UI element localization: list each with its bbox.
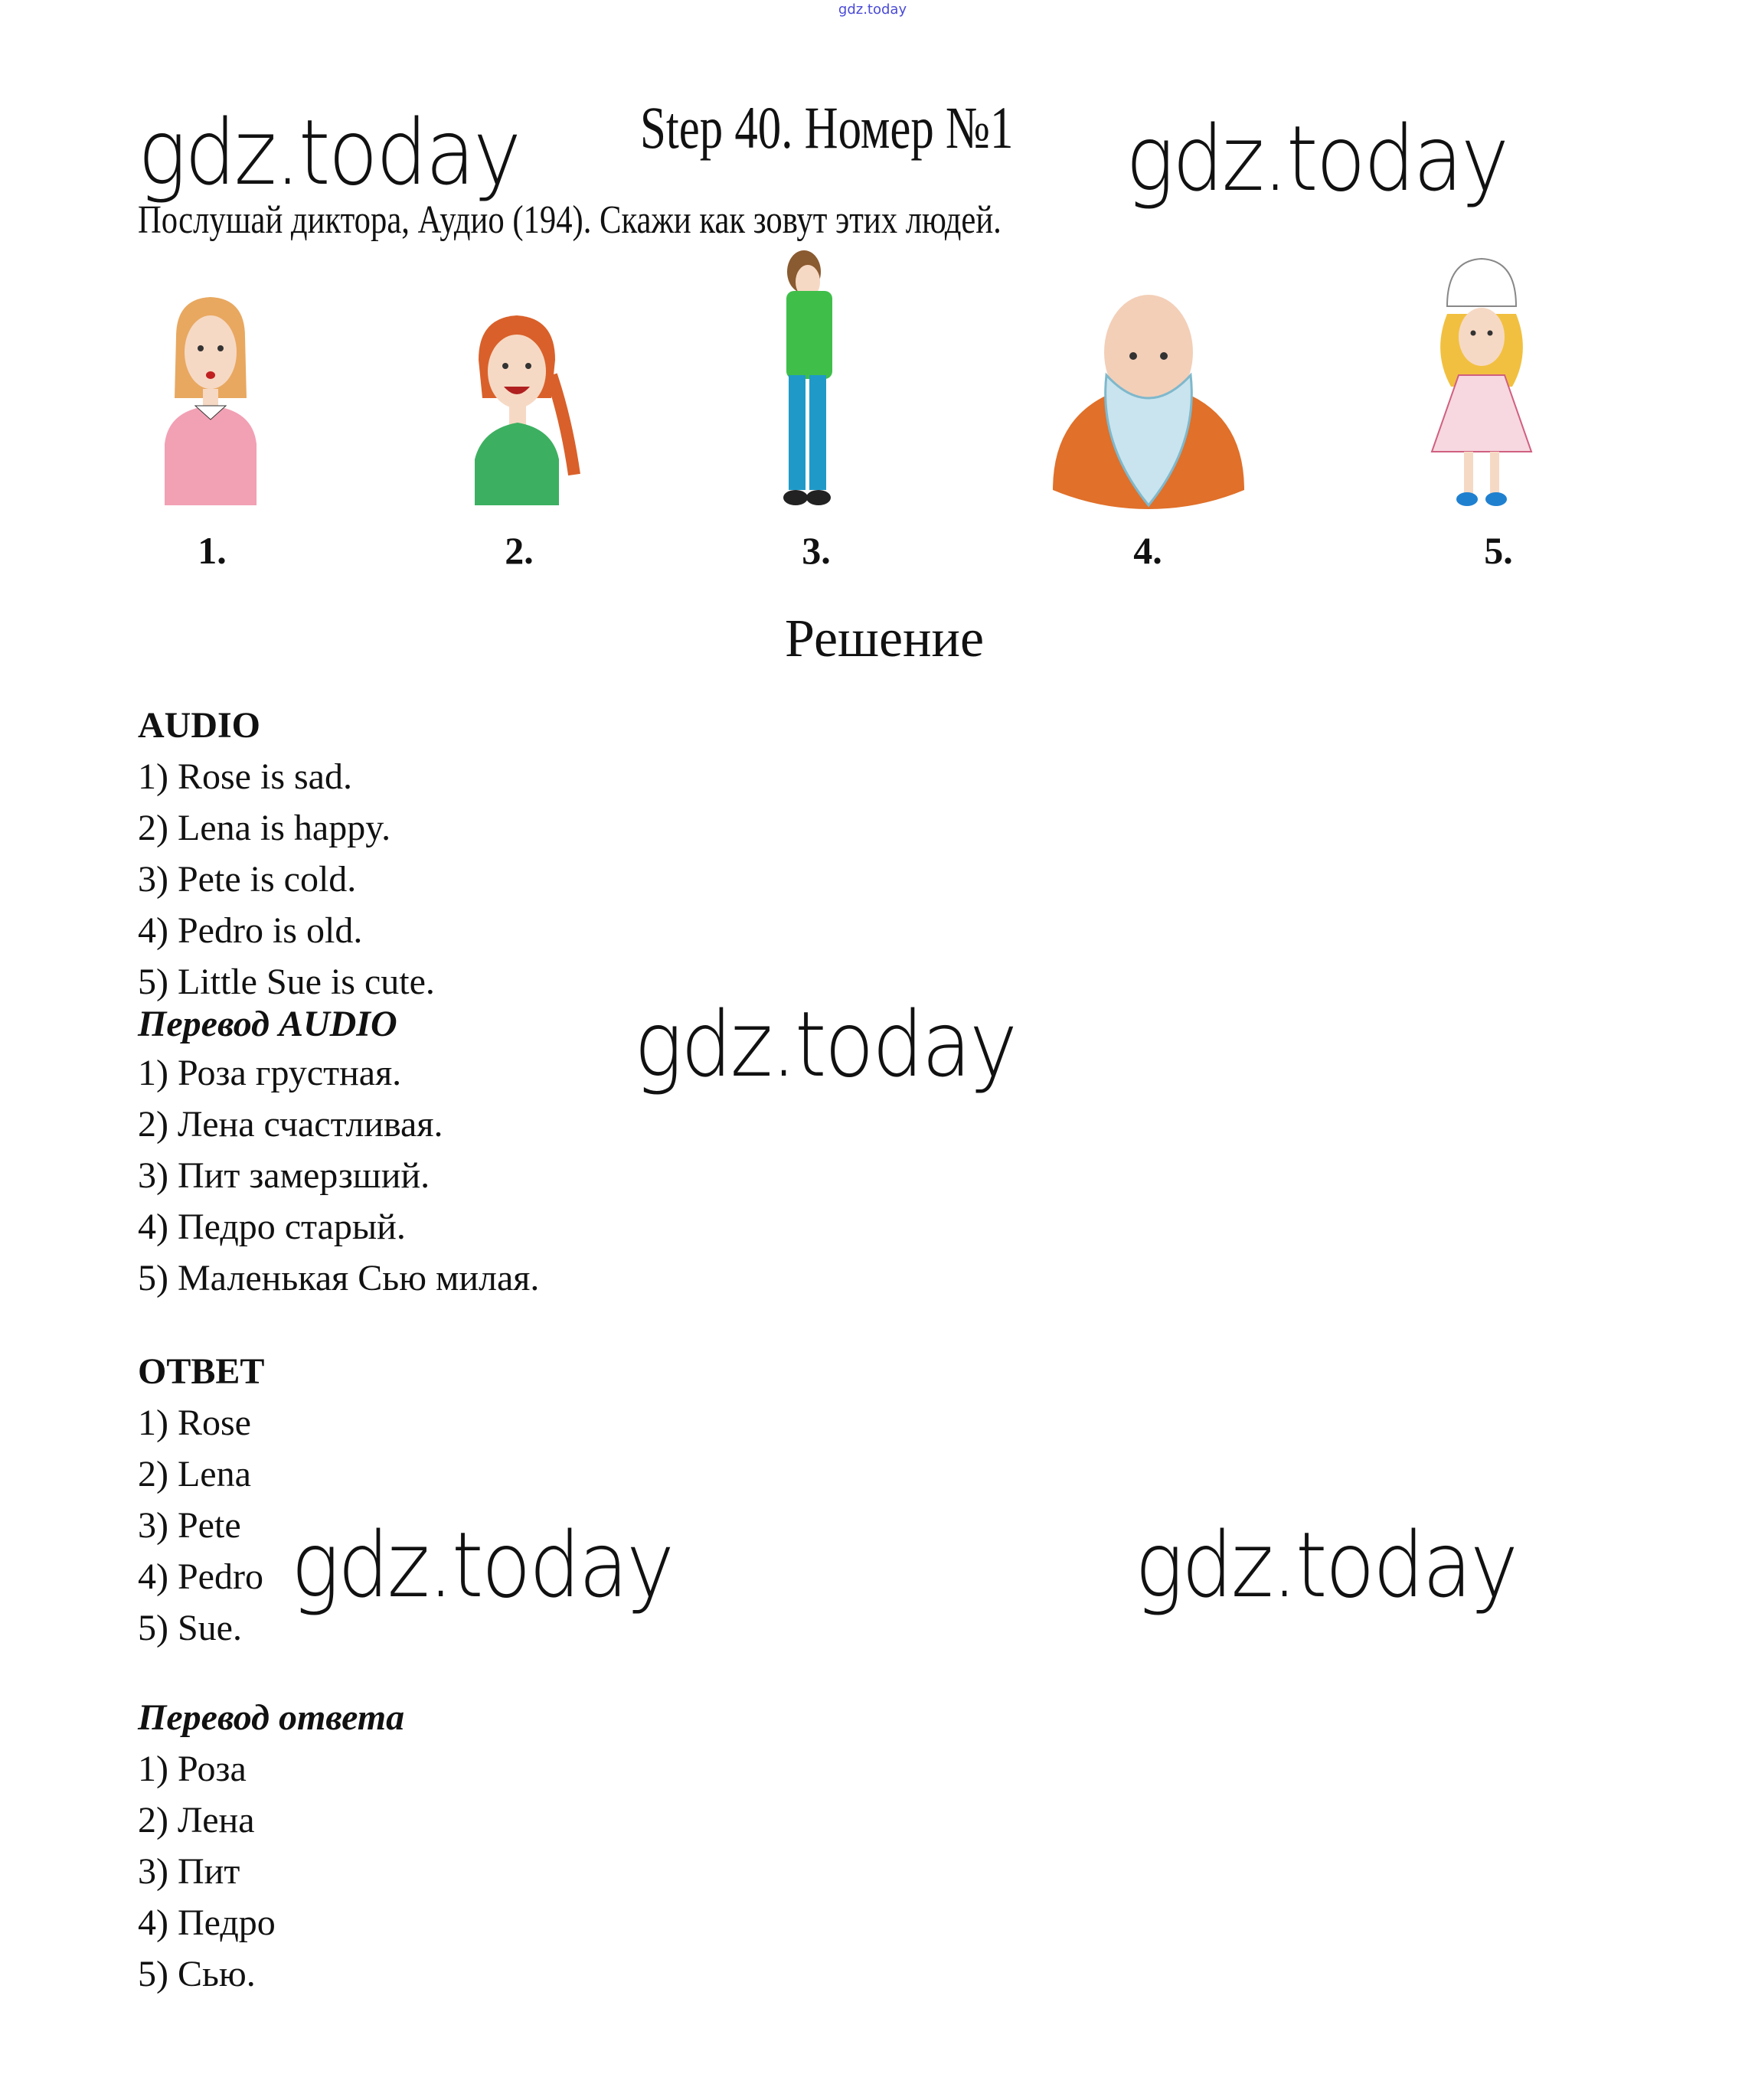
list-item: 4) Педро [138,1902,276,1943]
illustration-sue [1417,245,1547,521]
list-item: 4) Педро старый. [138,1207,406,1247]
list-item: 3) Pete [138,1505,241,1546]
list-item: 3) Пит [138,1851,240,1892]
answer-translation-heading: Перевод ответа [138,1697,405,1738]
illustration-rose [145,245,283,521]
list-item: 5) Маленькая Сью милая. [138,1258,540,1298]
list-item: 1) Rose [138,1403,251,1443]
top-watermark: gdz.today [838,2,907,18]
list-item: 3) Pete is cold. [138,859,357,900]
list-item: 1) Rose is sad. [138,756,352,797]
list-item: 5) Little Sue is cute. [138,962,435,1002]
illustration-lena [444,245,597,521]
watermark: gdz.today [291,1512,673,1618]
audio-translation-section [138,1001,539,1304]
answer-heading: ОТВЕТ [138,1351,265,1392]
picture-label: 5. [1484,529,1513,572]
picture-label: 4. [1133,529,1162,572]
picture-label: 3. [802,529,831,572]
list-item: 5) Сью. [138,1954,256,1994]
picture-label: 1. [198,529,227,572]
page-title: Step 40. Номер №1 [640,94,1014,161]
answer-section [138,1346,264,1654]
answer-translation-section [138,1692,404,2000]
picture-label: 2. [505,529,534,572]
watermark: gdz.today [634,991,1016,1097]
audio-heading: AUDIO [138,705,261,746]
list-item: 2) Lena [138,1454,251,1494]
watermark: gdz.today [1126,106,1508,211]
audio-translation-heading: Перевод AUDIO [138,1004,397,1044]
list-item: 1) Роза грустная. [138,1053,402,1093]
list-item: 1) Роза [138,1749,247,1789]
list-item: 4) Pedro is old. [138,910,363,951]
list-item: 4) Pedro [138,1556,263,1597]
solution-heading: Решение [784,609,985,668]
illustration-pedro [1045,245,1252,521]
watermark: gdz.today [1135,1512,1517,1618]
list-item: 3) Пит замерзший. [138,1155,430,1196]
illustration-pete [770,245,869,521]
list-item: 2) Лена счастливая. [138,1104,443,1145]
audio-section [138,700,435,1008]
instruction-text: Послушай диктора, Аудио (194). Скажи как зовут этих людей. [138,198,1002,242]
watermark: gdz.today [138,100,520,205]
list-item: 2) Lena is happy. [138,808,391,848]
list-item: 2) Лена [138,1800,255,1840]
list-item: 5) Sue. [138,1608,242,1648]
